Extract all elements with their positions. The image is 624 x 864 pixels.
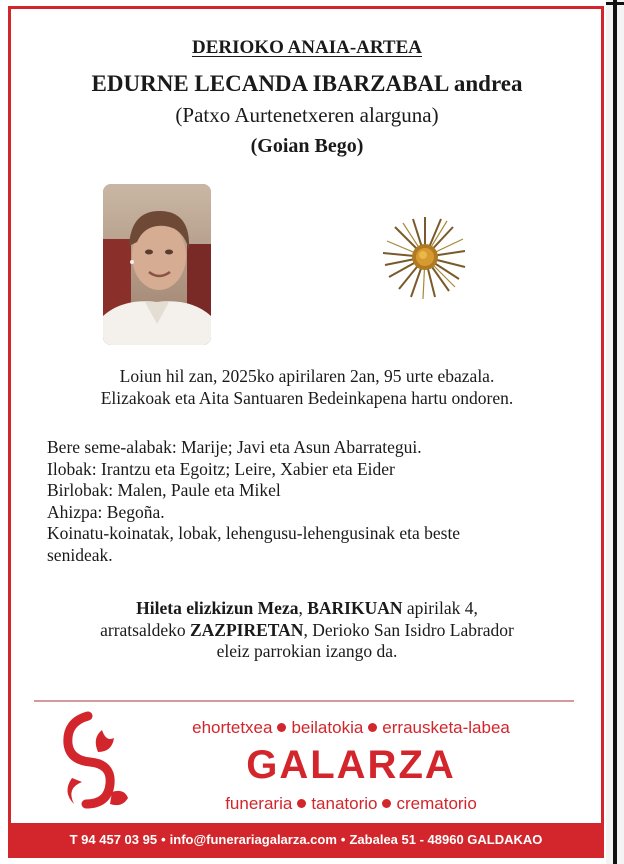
contact-email[interactable]: info@funerariagalarza.com (169, 831, 337, 847)
divider (34, 700, 574, 702)
portrait-illustration (103, 184, 211, 345)
services-basque (136, 718, 566, 738)
deceased-name: EDURNE LECANDA IBARZABAL andrea (91, 71, 523, 96)
thistle-flower-icon (378, 213, 472, 303)
death-line: Loiun hil zan, 2025ko apirilaren 2an, 95 urte ebazala. (119, 366, 495, 386)
funeral-place: , Derioko San Isidro Labrador (303, 619, 514, 640)
widow-of-line: (Patxo Aurtenetxeren alarguna) (175, 103, 439, 127)
family-line-children: Bere seme-alabak: Marije; Javi eta Asun Abarrategui. (47, 437, 422, 457)
funeral-time: ZAZPIRETAN (190, 619, 304, 640)
service-beilatokia: beilatokia (291, 718, 364, 737)
funeral-line-3: eleiz parrokian izango da. (216, 641, 398, 661)
contact-phone: T 94 457 03 95 (69, 831, 158, 847)
rest-in-peace: (Goian Bego) (250, 135, 364, 157)
family-line-great-grandchildren: Birlobak: Malen, Paule eta Mikel (47, 480, 281, 500)
bullet-icon (297, 799, 306, 808)
bullet-icon (382, 799, 391, 808)
sacraments-line: Elizakoak eta Aita Santuaren Bedeinkapena hartu ondoren. (100, 387, 514, 408)
funeral-separator: , (298, 598, 308, 618)
contact-bar (11, 823, 601, 855)
service-funeraria: funeraria (225, 794, 293, 813)
galarza-logo (52, 708, 132, 812)
bullet-icon (368, 723, 377, 732)
service-ehortetxea: ehortetxea (192, 718, 273, 737)
funeral-line-1 (0, 598, 614, 620)
family-list (47, 437, 577, 566)
funeral-mass-label: Hileta elizkizun Meza (136, 598, 299, 618)
portrait-photo (103, 184, 211, 345)
funeral-day: BARIKUAN (307, 598, 403, 618)
family-line-relatives-cont: senideak. (47, 544, 113, 565)
service-crematorio: crematorio (396, 794, 477, 813)
contact-separator: • (161, 831, 166, 847)
scan-edge-notch (606, 2, 624, 5)
scan-edge-line (613, 0, 617, 864)
service-errausketa: errausketa-labea (382, 718, 510, 737)
funeral-time-prefix: arratsaldeko (100, 619, 190, 640)
funeral-date: apirilak 4, (402, 598, 478, 618)
brand-name: GALARZA (246, 743, 456, 787)
service-tanatorio: tanatorio (311, 794, 378, 813)
contact-separator: • (340, 831, 346, 847)
funeral-line-2 (0, 620, 614, 642)
family-line-grandchildren: Ilobak: Irantzu eta Egoitz; Leire, Xabier eta Eider (47, 458, 395, 479)
scan-edge (606, 0, 624, 864)
organization-title: DERIOKO ANAIA-ARTEA (192, 37, 422, 58)
services-spanish (136, 794, 566, 814)
death-announcement (0, 366, 614, 409)
bullet-icon (277, 723, 286, 732)
funeral-details (0, 598, 614, 663)
contact-address: Zabalea 51 - 48960 GALDAKAO (349, 831, 543, 847)
family-line-relatives: Koinatu-koinatak, lobak, lehengusu-lehengusinak eta beste (47, 523, 461, 543)
family-line-sister: Ahizpa: Begoña. (47, 501, 165, 522)
